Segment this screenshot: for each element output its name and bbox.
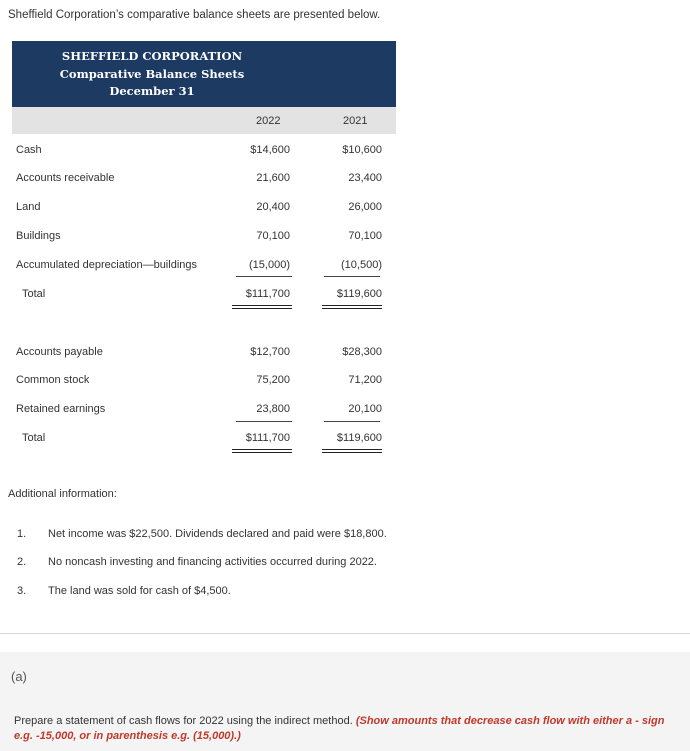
item-number: 2. bbox=[17, 556, 27, 568]
total-row bbox=[12, 284, 402, 304]
item-number: 1. bbox=[17, 528, 27, 540]
table-row bbox=[12, 197, 402, 217]
value-2022: $14,600 bbox=[250, 144, 290, 156]
value-2021: 20,100 bbox=[348, 403, 382, 415]
value-2022: 75,200 bbox=[256, 374, 290, 386]
row-label: Common stock bbox=[16, 374, 90, 386]
table-row bbox=[12, 168, 402, 188]
total-double-rule bbox=[322, 305, 382, 309]
value-2021: 26,000 bbox=[348, 201, 382, 213]
table-row bbox=[12, 342, 402, 362]
section-divider bbox=[0, 633, 690, 634]
column-header-2022: 2022 bbox=[256, 115, 281, 127]
row-label: Total bbox=[22, 432, 46, 444]
value-2022: (15,000) bbox=[249, 259, 290, 271]
table-row bbox=[12, 399, 402, 419]
subtotal-rule bbox=[324, 421, 380, 422]
table-row bbox=[12, 255, 402, 275]
row-label: Buildings bbox=[16, 230, 61, 242]
value-2022: 70,100 bbox=[256, 230, 290, 242]
item-text: Net income was $22,500. Dividends declared and paid were $18,800. bbox=[48, 528, 387, 540]
instruction-text: Prepare a statement of cash flows for 2022 using the indirect method. bbox=[14, 715, 353, 727]
instruction-note: (Show amounts that decrease cash flow with either a - sign e.g. -15,000, or in parenthesis e.g. (15,000).) bbox=[14, 715, 665, 742]
value-2021: (10,500) bbox=[341, 259, 382, 271]
item-number: 3. bbox=[17, 585, 27, 597]
table-row bbox=[12, 226, 402, 246]
additional-info-heading: Additional information: bbox=[8, 488, 117, 500]
subtotal-rule bbox=[236, 421, 292, 422]
part-label: (a) bbox=[11, 669, 27, 684]
part-a-panel bbox=[0, 652, 690, 751]
column-header-row bbox=[12, 107, 396, 134]
total-2022: $111,700 bbox=[245, 288, 290, 300]
total-2021: $119,600 bbox=[336, 432, 382, 444]
total-row bbox=[12, 428, 402, 448]
value-2022: 21,600 bbox=[256, 172, 290, 184]
subtotal-rule bbox=[236, 276, 292, 277]
value-2022: 20,400 bbox=[256, 201, 290, 213]
part-a-instructions bbox=[14, 714, 686, 744]
total-2022: $111,700 bbox=[245, 432, 290, 444]
balance-sheet-header bbox=[12, 41, 396, 107]
row-label: Accounts receivable bbox=[16, 172, 115, 184]
row-label: Total bbox=[22, 288, 46, 300]
value-2021: 70,100 bbox=[348, 230, 382, 242]
total-2021: $119,600 bbox=[336, 288, 382, 300]
table-row bbox=[12, 370, 402, 390]
column-header-2021: 2021 bbox=[343, 115, 368, 127]
value-2021: 23,400 bbox=[348, 172, 382, 184]
value-2021: $28,300 bbox=[342, 346, 382, 358]
value-2022: $12,700 bbox=[250, 346, 290, 358]
total-double-rule bbox=[232, 305, 292, 309]
intro-text: Sheffield Corporation’s comparative balance sheets are presented below. bbox=[8, 9, 381, 21]
company-name: SHEFFIELD CORPORATION bbox=[61, 49, 243, 63]
item-text: No noncash investing and financing activities occurred during 2022. bbox=[48, 556, 377, 568]
item-text: The land was sold for cash of $4,500. bbox=[48, 585, 231, 597]
row-label: Land bbox=[16, 201, 41, 213]
statement-date: December 31 bbox=[109, 84, 195, 98]
row-label: Accounts payable bbox=[16, 346, 103, 358]
row-label: Accumulated depreciation—buildings bbox=[16, 259, 197, 271]
subtotal-rule bbox=[324, 276, 380, 277]
row-label: Cash bbox=[16, 144, 42, 156]
statement-title: Comparative Balance Sheets bbox=[59, 67, 245, 81]
value-2021: $10,600 bbox=[342, 144, 382, 156]
table-row bbox=[12, 140, 402, 160]
total-double-rule bbox=[322, 449, 382, 453]
total-double-rule bbox=[232, 449, 292, 453]
row-label: Retained earnings bbox=[16, 403, 106, 415]
value-2022: 23,800 bbox=[256, 403, 290, 415]
value-2021: 71,200 bbox=[348, 374, 382, 386]
